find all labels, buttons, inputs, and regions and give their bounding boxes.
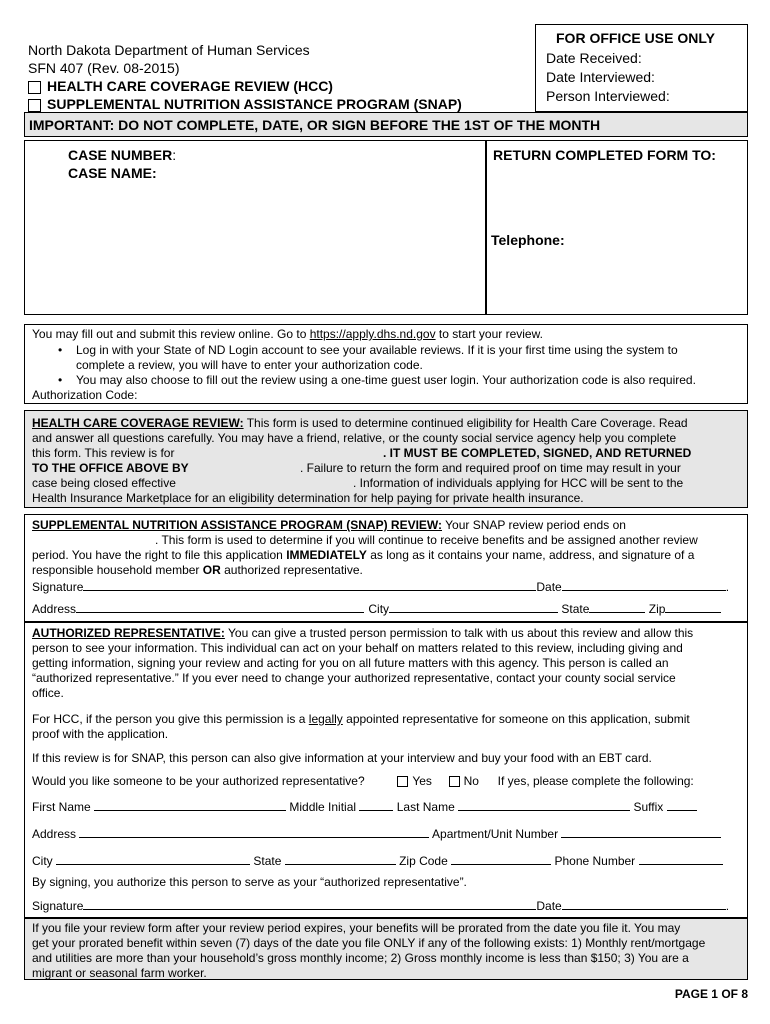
important-banner	[24, 112, 748, 137]
rep-state-field[interactable]	[285, 852, 396, 865]
snap-review-box	[24, 514, 748, 622]
if-yes-text: If yes, please complete the following:	[497, 774, 694, 788]
prorate-line-1: If you file your review form after your review period expires, your benefits will be prorated from the date you file it. You may	[32, 921, 681, 935]
date-interviewed-label: Date Interviewed:	[546, 69, 655, 85]
hcc-review-line-4a: TO THE OFFICE ABOVE BY	[32, 461, 189, 475]
important-text: IMPORTANT: DO NOT COMPLETE, DATE, OR SIGN BEFORE THE 1ST OF THE MONTH	[29, 117, 601, 133]
telephone-label: Telephone:	[491, 232, 565, 248]
rep-apt-field[interactable]	[561, 825, 721, 838]
hcc-title: HEALTH CARE COVERAGE REVIEW (HCC)	[47, 78, 333, 94]
snap-review-heading: SUPPLEMENTAL NUTRITION ASSISTANCE PROGRAM (SNAP) REVIEW:	[32, 518, 443, 532]
hcc-review-heading: HEALTH CARE COVERAGE REVIEW:	[32, 416, 244, 430]
auth-rep-hcc-line-1: For HCC, if the person you give this permission is a legally appointed representative for someone on this application, submit	[32, 712, 690, 726]
bullet-icon: •	[58, 373, 63, 387]
page-number: PAGE 1 OF 8	[674, 987, 748, 1001]
hcc-checkbox[interactable]	[28, 81, 41, 94]
snap-review-line-2: . This form is used to determine if you will continue to receive benefits and be assigned another review	[155, 533, 698, 547]
snap-title: SUPPLEMENTAL NUTRITION ASSISTANCE PROGRAM (SNAP)	[47, 96, 462, 112]
apply-link[interactable]: https://apply.dhs.nd.gov	[309, 327, 436, 341]
rep-date-field[interactable]	[562, 897, 726, 910]
snap-city-field[interactable]	[389, 600, 558, 613]
online-bullet-1-cont: complete a review, you will have to enter your authorization code.	[76, 358, 423, 372]
rep-signature-row: Signature Date .	[32, 899, 730, 913]
bullet-icon: •	[58, 343, 63, 357]
hcc-review-line-4b: . Failure to return the form and required proof on time may result in your	[300, 461, 681, 475]
snap-checkbox[interactable]	[28, 99, 41, 112]
rep-zip-field[interactable]	[451, 852, 551, 865]
snap-date-field[interactable]	[562, 578, 726, 591]
snap-title-option[interactable]	[28, 96, 462, 113]
form-id: SFN 407 (Rev. 08-2015)	[28, 60, 180, 76]
auth-rep-line-1: AUTHORIZED REPRESENTATIVE: You can give a trusted person permission to talk with us about this review and allow this	[32, 626, 694, 640]
rep-address-row: Address Apartment/Unit Number	[32, 825, 721, 842]
snap-signature-field[interactable]	[83, 578, 536, 591]
authorized-rep-box	[24, 622, 748, 918]
prorate-line-4: migrant or seasonal farm worker.	[32, 966, 207, 980]
case-number-label: CASE NUMBER:	[68, 147, 177, 163]
hcc-review-line-5a: case being closed effective	[32, 476, 176, 490]
hcc-review-line-5b: . Information of individuals applying for HCC will be sent to the	[353, 476, 684, 490]
rep-city-field[interactable]	[56, 852, 250, 865]
no-checkbox[interactable]	[449, 776, 460, 787]
hcc-review-line-1: HEALTH CARE COVERAGE REVIEW: This form is used to determine continued eligibility for Health Care Coverage. Read	[32, 416, 688, 430]
auth-rep-snap-line: If this review is for SNAP, this person can also give information at your interview and buy your food with an EBT card.	[32, 751, 652, 765]
snap-review-line-1: SUPPLEMENTAL NUTRITION ASSISTANCE PROGRAM (SNAP) REVIEW: Your SNAP review period ends on	[32, 518, 626, 532]
snap-zip-field[interactable]	[665, 600, 721, 613]
snap-state-field[interactable]	[589, 600, 645, 613]
rep-phone-field[interactable]	[639, 852, 723, 865]
snap-review-line-4: responsible household member OR authorized representative.	[32, 563, 363, 577]
office-use-title: FOR OFFICE USE ONLY	[556, 30, 715, 46]
snap-address-row: Address City State Zip	[32, 600, 721, 617]
hcc-title-option[interactable]	[28, 78, 333, 95]
authorization-code-label: Authorization Code:	[32, 388, 138, 402]
no-label: No	[463, 774, 479, 788]
return-form-label: RETURN COMPLETED FORM TO:	[493, 147, 716, 163]
auth-rep-line-2: person to see your information. This individual can act on your behalf on matters related to this review, including giving and	[32, 641, 683, 655]
hcc-review-line-6: Health Insurance Marketplace for an eligibility determination for help paying for private health insurance.	[32, 491, 584, 505]
case-name-label: CASE NAME:	[68, 165, 157, 181]
person-interviewed-label: Person Interviewed:	[546, 88, 670, 104]
auth-rep-line-4: “authorized representative.” If you ever need to change your authorized representative, contact your county social service	[32, 671, 676, 685]
rep-first-name-field[interactable]	[94, 798, 286, 811]
rep-suffix-field[interactable]	[667, 798, 697, 811]
auth-rep-question-row	[32, 774, 694, 789]
date-received-label: Date Received:	[546, 50, 642, 66]
auth-rep-heading: AUTHORIZED REPRESENTATIVE:	[32, 626, 225, 640]
rep-name-row: First Name Middle Initial Last Name Suffix	[32, 798, 697, 815]
rep-city-row: City State Zip Code Phone Number	[32, 852, 723, 869]
snap-review-line-3: period. You have the right to file this application IMMEDIATELY as long as it contains your name, address, and signature of a	[32, 548, 695, 562]
snap-signature-row: Signature Date .	[32, 580, 730, 594]
prorate-line-3: and utilities are more than your household’s gross monthly income; 2) Gross monthly income is less than $150; 3) You are a	[32, 951, 689, 965]
rep-last-name-field[interactable]	[458, 798, 630, 811]
auth-rep-question: Would you like someone to be your authorized representative?	[32, 774, 365, 788]
auth-rep-hcc-line-2: proof with the application.	[32, 727, 169, 741]
hcc-review-line-3a: this form. This review is for	[32, 446, 175, 460]
yes-label: Yes	[412, 774, 432, 788]
office-use-box	[535, 24, 748, 112]
hcc-review-box	[24, 410, 748, 508]
by-signing-text: By signing, you authorize this person to serve as your “authorized representative”.	[32, 875, 467, 889]
online-review-box: You may fill out and submit this review online. Go to https://apply.dhs.nd.gov to start your review. • Log in with your State of ND Login account to see your available reviews. If it is your first time using the system to complete a review, you will have to enter your authorization code. • You may also choose to fill out the review using a one-time guest user login. Your authorization code is also required. Authorization Code:	[24, 324, 748, 404]
yes-checkbox[interactable]	[397, 776, 408, 787]
prorate-notice-box	[24, 918, 748, 980]
rep-middle-initial-field[interactable]	[359, 798, 393, 811]
auth-rep-line-3: getting information, signing your review and acting for you on all future matters with this agency. This person is called an	[32, 656, 669, 670]
snap-address-field[interactable]	[76, 600, 364, 613]
prorate-line-2: get your prorated benefit within seven (7) days of the date you file ONLY if any of the following exists: 1) Monthly rent/mortgage	[32, 936, 706, 950]
hcc-review-line-3b: . IT MUST BE COMPLETED, SIGNED, AND RETURNED	[383, 446, 692, 460]
return-address-box	[486, 140, 748, 315]
online-intro: You may fill out and submit this review online. Go to https://apply.dhs.nd.gov to start your review.	[32, 327, 543, 341]
rep-address-field[interactable]	[79, 825, 429, 838]
agency-name: North Dakota Department of Human Services	[28, 42, 310, 58]
rep-signature-field[interactable]	[83, 897, 536, 910]
auth-rep-line-5: office.	[32, 686, 64, 700]
case-info-box	[24, 140, 486, 315]
hcc-review-line-2: and answer all questions carefully. You may have a friend, relative, or the county social service agency help you complete	[32, 431, 677, 445]
